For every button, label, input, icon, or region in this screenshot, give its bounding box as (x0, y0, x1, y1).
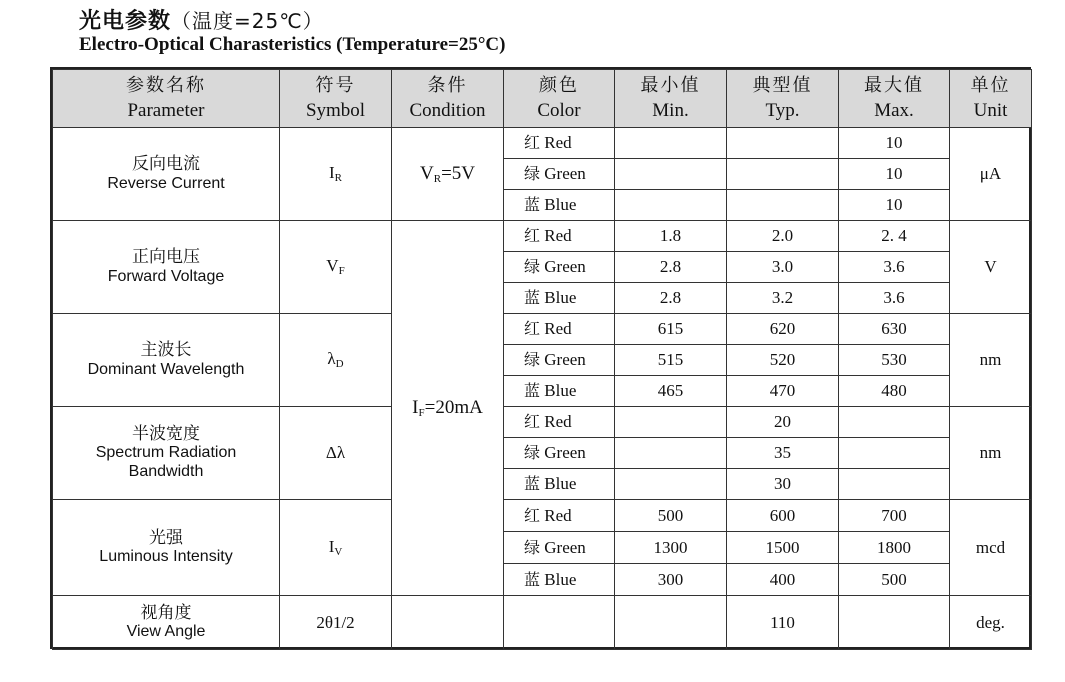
cell-typ: 400 (727, 564, 839, 596)
electro-optical-table (50, 67, 1031, 649)
title-cn-text: 光电参数 (79, 9, 172, 34)
color-blue: 蓝 Blue (504, 376, 615, 407)
param-view-angle: 视角度 View Angle (53, 596, 280, 650)
unit-view-angle: deg. (950, 596, 1032, 650)
cell-max (839, 407, 950, 438)
header-condition: 条件 Condition (392, 70, 504, 128)
cell-typ: 3.0 (727, 252, 839, 283)
color-empty (504, 596, 615, 650)
page-title-cn (79, 4, 324, 35)
cell-typ: 30 (727, 469, 839, 500)
unit-forward-voltage: V (950, 221, 1032, 314)
cell-max: 10 (839, 159, 950, 190)
cell-min: 300 (615, 564, 727, 596)
cell-max (839, 469, 950, 500)
table-row (53, 128, 1032, 159)
color-blue: 蓝 Blue (504, 469, 615, 500)
cell-max: 10 (839, 190, 950, 221)
color-blue: 蓝 Blue (504, 564, 615, 596)
cell-min (615, 596, 727, 650)
header-color: 颜色 Color (504, 70, 615, 128)
header-parameter: 参数名称 Parameter (53, 70, 280, 128)
cell-typ: 110 (727, 596, 839, 650)
cell-min (615, 128, 727, 159)
table-row (53, 500, 1032, 532)
table-row (53, 221, 1032, 252)
unit-reverse-current: μA (950, 128, 1032, 221)
cell-min (615, 190, 727, 221)
color-blue: 蓝 Blue (504, 190, 615, 221)
cell-min: 500 (615, 500, 727, 532)
symbol-spectrum-bandwidth: Δλ (280, 407, 392, 500)
cell-max: 3.6 (839, 283, 950, 314)
table-row (53, 596, 1032, 650)
cell-typ (727, 128, 839, 159)
header-max: 最大值 Max. (839, 70, 950, 128)
symbol-forward-voltage: $V_F$ (280, 221, 392, 314)
header-symbol: 符号 Symbol (280, 70, 392, 128)
cell-max (839, 438, 950, 469)
color-blue: 蓝 Blue (504, 283, 615, 314)
cell-max: 500 (839, 564, 950, 596)
color-red: 红 Red (504, 221, 615, 252)
condition-vr: $V_R=5V$ (392, 128, 504, 221)
param-forward-voltage: 正向电压 Forward Voltage (53, 221, 280, 314)
cell-typ: 2.0 (727, 221, 839, 252)
cell-max: 2. 4 (839, 221, 950, 252)
cell-typ: 600 (727, 500, 839, 532)
symbol-reverse-current: $I_R$ (280, 128, 392, 221)
header-typ: 典型值 Typ. (727, 70, 839, 128)
cell-typ: 35 (727, 438, 839, 469)
color-red: 红 Red (504, 128, 615, 159)
cell-min (615, 159, 727, 190)
cell-max: 3.6 (839, 252, 950, 283)
color-red: 红 Red (504, 500, 615, 532)
cell-min (615, 438, 727, 469)
color-red: 红 Red (504, 407, 615, 438)
cell-max: 630 (839, 314, 950, 345)
table-row (53, 407, 1032, 438)
title-cn-condition: （温度=25℃） (171, 9, 324, 33)
cell-typ: 20 (727, 407, 839, 438)
color-green: 绿 Green (504, 159, 615, 190)
table-row (53, 314, 1032, 345)
cell-typ: 3.2 (727, 283, 839, 314)
cell-min: 2.8 (615, 283, 727, 314)
cell-max: 700 (839, 500, 950, 532)
cell-min: 1300 (615, 532, 727, 564)
color-red: 红 Red (504, 314, 615, 345)
cell-max (839, 596, 950, 650)
header-min: 最小值 Min. (615, 70, 727, 128)
cell-min: 1.8 (615, 221, 727, 252)
cell-min (615, 469, 727, 500)
param-dominant-wavelength: 主波长 Dominant Wavelength (53, 314, 280, 407)
symbol-view-angle: 2θ1/2 (280, 596, 392, 650)
unit-spectrum-bandwidth: nm (950, 407, 1032, 500)
color-green: 绿 Green (504, 252, 615, 283)
unit-luminous-intensity: mcd (950, 500, 1032, 596)
header-row (53, 70, 1032, 128)
condition-empty (392, 596, 504, 650)
cell-min: 465 (615, 376, 727, 407)
cell-min: 515 (615, 345, 727, 376)
cell-min: 2.8 (615, 252, 727, 283)
cell-max: 10 (839, 128, 950, 159)
param-spectrum-bandwidth: 半波宽度 Spectrum Radiation Bandwidth (53, 407, 280, 500)
cell-max: 1800 (839, 532, 950, 564)
cell-typ (727, 159, 839, 190)
color-green: 绿 Green (504, 345, 615, 376)
cell-typ: 1500 (727, 532, 839, 564)
header-unit: 单位 Unit (950, 70, 1032, 128)
param-luminous-intensity: 光强 Luminous Intensity (53, 500, 280, 596)
symbol-luminous-intensity: $I_V$ (280, 500, 392, 596)
symbol-dominant-wavelength: $\lambda_D$ (280, 314, 392, 407)
condition-if: $I_F=20mA$ (392, 221, 504, 596)
color-green: 绿 Green (504, 438, 615, 469)
cell-min (615, 407, 727, 438)
cell-typ (727, 190, 839, 221)
color-green: 绿 Green (504, 532, 615, 564)
unit-dominant-wavelength: nm (950, 314, 1032, 407)
cell-min: 615 (615, 314, 727, 345)
cell-typ: 520 (727, 345, 839, 376)
cell-max: 480 (839, 376, 950, 407)
cell-typ: 620 (727, 314, 839, 345)
page-title-en: Electro-Optical Charasteristics (Temperature=25°C) (79, 34, 506, 55)
param-reverse-current: 反向电流 Reverse Current (53, 128, 280, 221)
cell-typ: 470 (727, 376, 839, 407)
cell-max: 530 (839, 345, 950, 376)
